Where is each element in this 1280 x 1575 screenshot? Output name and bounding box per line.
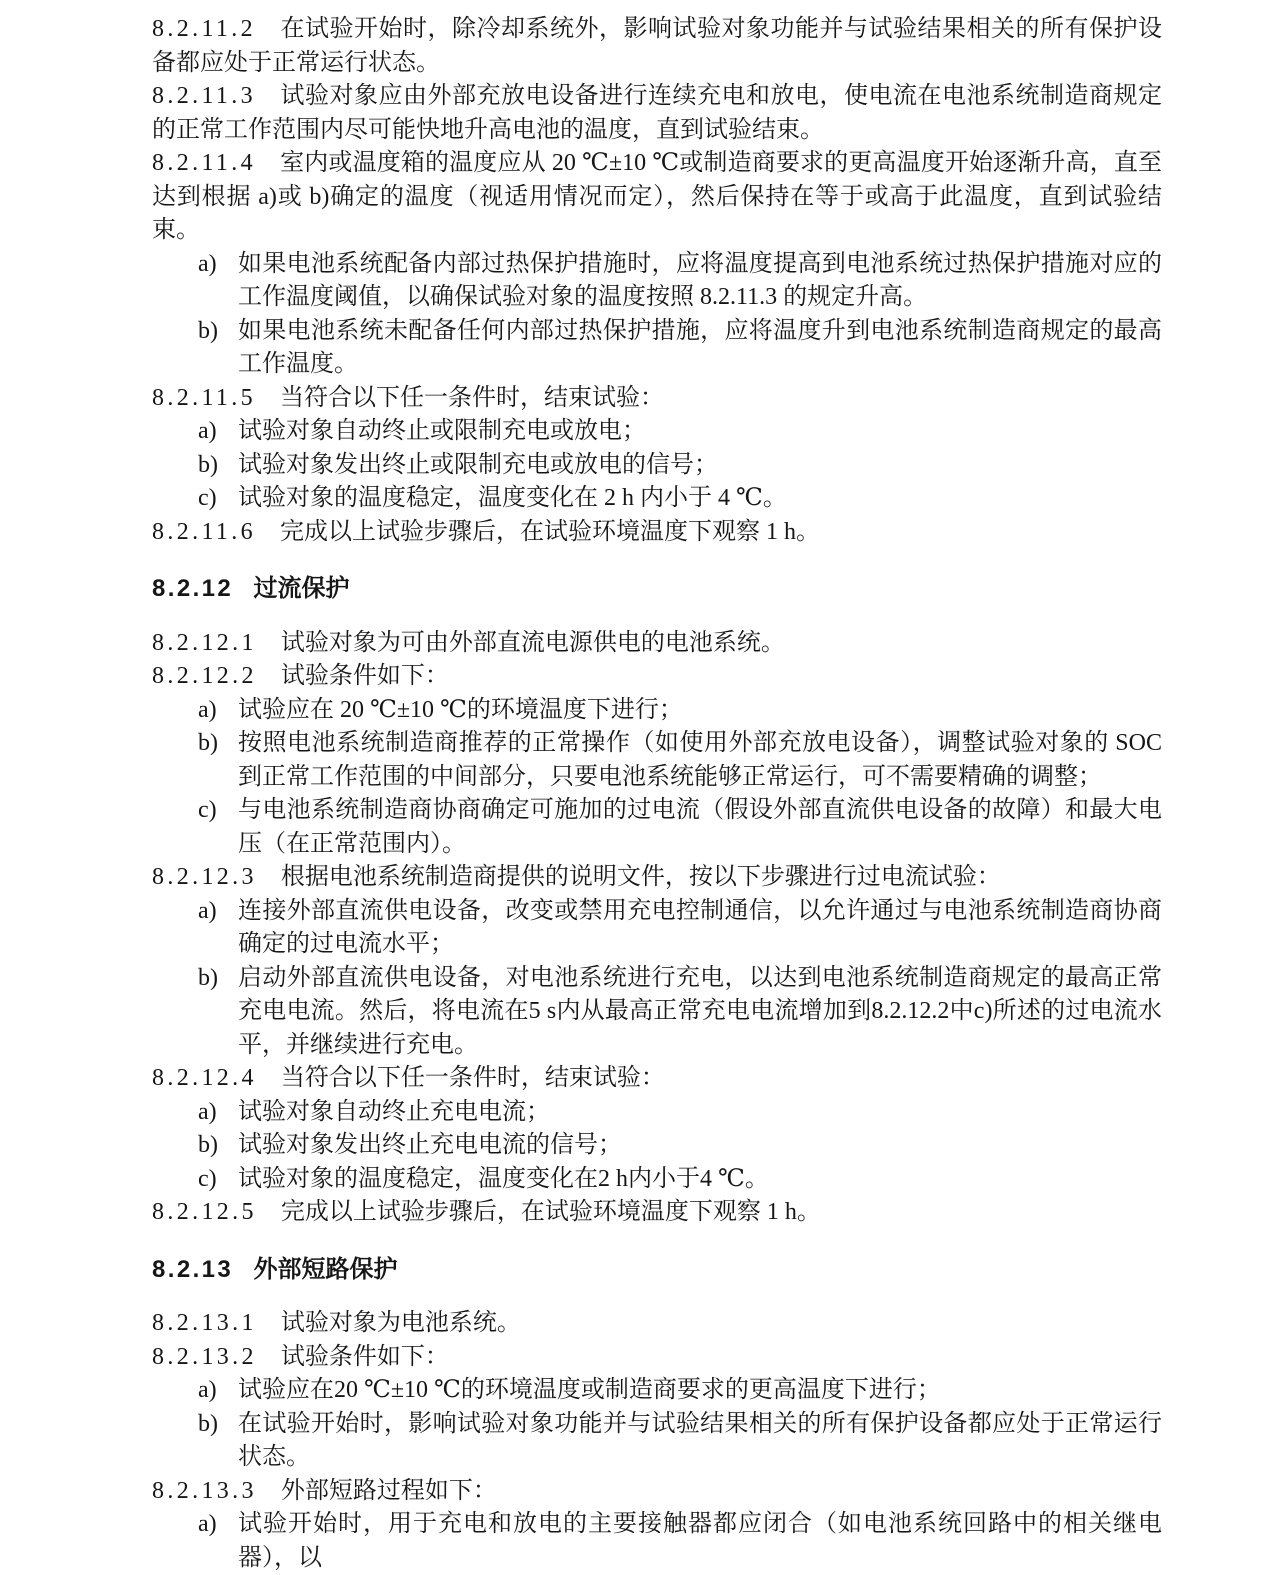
list-item-marker: a) (198, 696, 217, 723)
list-item-marker: a) (198, 250, 217, 277)
body-text: 与电池系统制造商协商确定可施加的过电流（假设外部直流供电设备的故障）和最大电压（在正常范围内）。 (238, 797, 1162, 857)
clause-paragraph (152, 1475, 1162, 1509)
list-item (152, 1163, 1162, 1197)
clause-paragraph (152, 1196, 1162, 1230)
list-item (152, 248, 1162, 315)
body-text: 试验应在20 ℃±10 ℃的环境温度或制造商要求的更高温度下进行； (238, 1377, 941, 1403)
clause-number: 8.2.12.3 (152, 864, 257, 890)
list-item (152, 482, 1162, 516)
section-heading (152, 572, 1162, 606)
clause-number: 8.2.11.6 (152, 518, 256, 545)
body-text: 在试验开始时，除冷却系统外，影响试验对象功能并与试验结果相关的所有保护设备都应处于正常运行状态。 (152, 16, 1162, 76)
clause-number: 8.2.13 (152, 1255, 234, 1283)
list-item (152, 315, 1162, 382)
clause-number: 8.2.11.4 (152, 150, 256, 176)
clause-number: 8.2.11.5 (152, 384, 256, 411)
heading-text: 过流保护 (253, 575, 350, 602)
list-item-marker: c) (198, 485, 217, 511)
body-text: 试验对象为可由外部直流电源供电的电池系统。 (280, 629, 785, 656)
clause-number: 8.2.12.1 (152, 629, 257, 656)
clause-number: 8.2.13.3 (152, 1477, 257, 1504)
clause-paragraph (152, 516, 1162, 550)
list-item (152, 1129, 1162, 1163)
list-item (152, 1374, 1162, 1408)
body-text: 外部短路过程如下： (280, 1477, 497, 1504)
list-item (152, 1096, 1162, 1130)
clause-number: 8.2.11.2 (152, 16, 256, 42)
body-text: 试验对象自动终止充电电流； (238, 1098, 550, 1125)
clause-number: 8.2.13.2 (152, 1343, 257, 1370)
body-text: 根据电池系统制造商提供的说明文件，按以下步骤进行过电流试验： (280, 864, 1001, 890)
clause-paragraph (152, 861, 1162, 895)
list-item-marker: a) (198, 418, 217, 444)
body-text: 按照电池系统制造商推荐的正常操作（如使用外部充放电设备），调整试验对象的 SOC 到正常工作范围的中间部分，只要电池系统能够正常运行，可不需要精确的调整； (238, 730, 1162, 790)
body-text: 试验条件如下： (280, 663, 449, 689)
body-text: 室内或温度箱的温度应从 20 ℃±10 ℃或制造商要求的更高温度开始逐渐升高，直至达到根据 a)或 b)确定的温度（视适用情况而定），然后保持在等于或高于此温度，直到试验结束。 (152, 150, 1162, 243)
list-item-marker: b) (198, 317, 218, 344)
body-text: 试验对象的温度稳定，温度变化在2 h内小于4 ℃。 (238, 1165, 769, 1192)
clause-paragraph (152, 80, 1162, 147)
list-item (152, 1408, 1162, 1475)
list-item-marker: b) (198, 730, 218, 756)
list-item-marker: b) (198, 964, 218, 991)
list-item-marker: b) (198, 451, 218, 478)
body-text: 试验应在 20 ℃±10 ℃的环境温度下进行； (238, 696, 683, 723)
list-item-marker: b) (198, 1132, 218, 1158)
clause-paragraph (152, 627, 1162, 661)
clause-number: 8.2.13.1 (152, 1310, 257, 1336)
body-text: 如果电池系统配备内部过热保护措施时，应将温度提高到电池系统过热保护措施对应的工作温度阈值，以确保试验对象的温度按照 8.2.11.3 的规定升高。 (238, 250, 1162, 310)
clause-number: 8.2.12.5 (152, 1199, 257, 1225)
body-text: 完成以上试验步骤后，在试验环境温度下观察 1 h。 (280, 1199, 821, 1225)
list-item-marker: a) (198, 897, 217, 924)
clause-paragraph (152, 13, 1162, 80)
body-text: 试验对象应由外部充放电设备进行连续充电和放电，使电流在电池系统制造商规定的正常工作范围内尽可能快地升高电池的温度，直到试验结束。 (152, 83, 1162, 143)
clause-number: 8.2.12.4 (152, 1065, 257, 1091)
clause-number: 8.2.11.3 (152, 83, 256, 109)
clause-paragraph (152, 660, 1162, 694)
clause-paragraph (152, 382, 1162, 416)
body-text: 当符合以下任一条件时，结束试验： (280, 384, 664, 411)
list-item-marker: c) (198, 797, 217, 823)
list-item (152, 449, 1162, 483)
clause-paragraph (152, 1341, 1162, 1375)
list-item (152, 962, 1162, 1063)
section-heading (152, 1253, 1162, 1287)
body-text: 启动外部直流供电设备，对电池系统进行充电，以达到电池系统制造商规定的最高正常充电电流。然后，将电流在5 s内从最高正常充电电流增加到8.2.12.2中c)所述的过电流水平，并继续进行充电。 (238, 964, 1162, 1058)
clause-number: 8.2.12.2 (152, 663, 257, 689)
list-item (152, 694, 1162, 728)
body-text: 试验条件如下： (280, 1343, 449, 1370)
list-item-marker: b) (198, 1410, 218, 1437)
body-text: 试验开始时，用于充电和放电的主要接触器都应闭合（如电池系统回路中的相关继电器），以 (238, 1511, 1162, 1571)
list-item (152, 727, 1162, 794)
list-item-marker: a) (198, 1098, 217, 1125)
heading-text: 外部短路保护 (253, 1255, 398, 1283)
body-text: 试验对象为电池系统。 (280, 1310, 521, 1336)
list-item (152, 895, 1162, 962)
clause-paragraph (152, 147, 1162, 248)
clause-paragraph (152, 1062, 1162, 1096)
body-text: 当符合以下任一条件时，结束试验： (280, 1065, 665, 1091)
list-item-marker: c) (198, 1165, 217, 1192)
clause-paragraph (152, 1307, 1162, 1341)
body-text: 连接外部直流供电设备，改变或禁用充电控制通信，以允许通过与电池系统制造商协商确定的过电流水平； (238, 897, 1162, 957)
body-text: 试验对象发出终止或限制充电或放电的信号； (238, 451, 718, 478)
list-item (152, 1508, 1162, 1575)
list-item (152, 415, 1162, 449)
body-text: 试验对象自动终止或限制充电或放电； (238, 418, 646, 444)
body-text: 如果电池系统未配备任何内部过热保护措施，应将温度升到电池系统制造商规定的最高工作温度。 (238, 317, 1162, 377)
body-text: 完成以上试验步骤后，在试验环境温度下观察 1 h。 (280, 518, 820, 545)
list-item-marker: a) (198, 1377, 217, 1403)
list-item-marker: a) (198, 1511, 217, 1537)
clause-number: 8.2.12 (152, 575, 234, 602)
body-text: 试验对象的温度稳定，温度变化在 2 h 内小于 4 ℃。 (238, 485, 787, 511)
list-item (152, 794, 1162, 861)
body-text: 在试验开始时，影响试验对象功能并与试验结果相关的所有保护设备都应处于正常运行状态。 (238, 1410, 1162, 1470)
body-text: 试验对象发出终止充电电流的信号； (238, 1132, 622, 1158)
